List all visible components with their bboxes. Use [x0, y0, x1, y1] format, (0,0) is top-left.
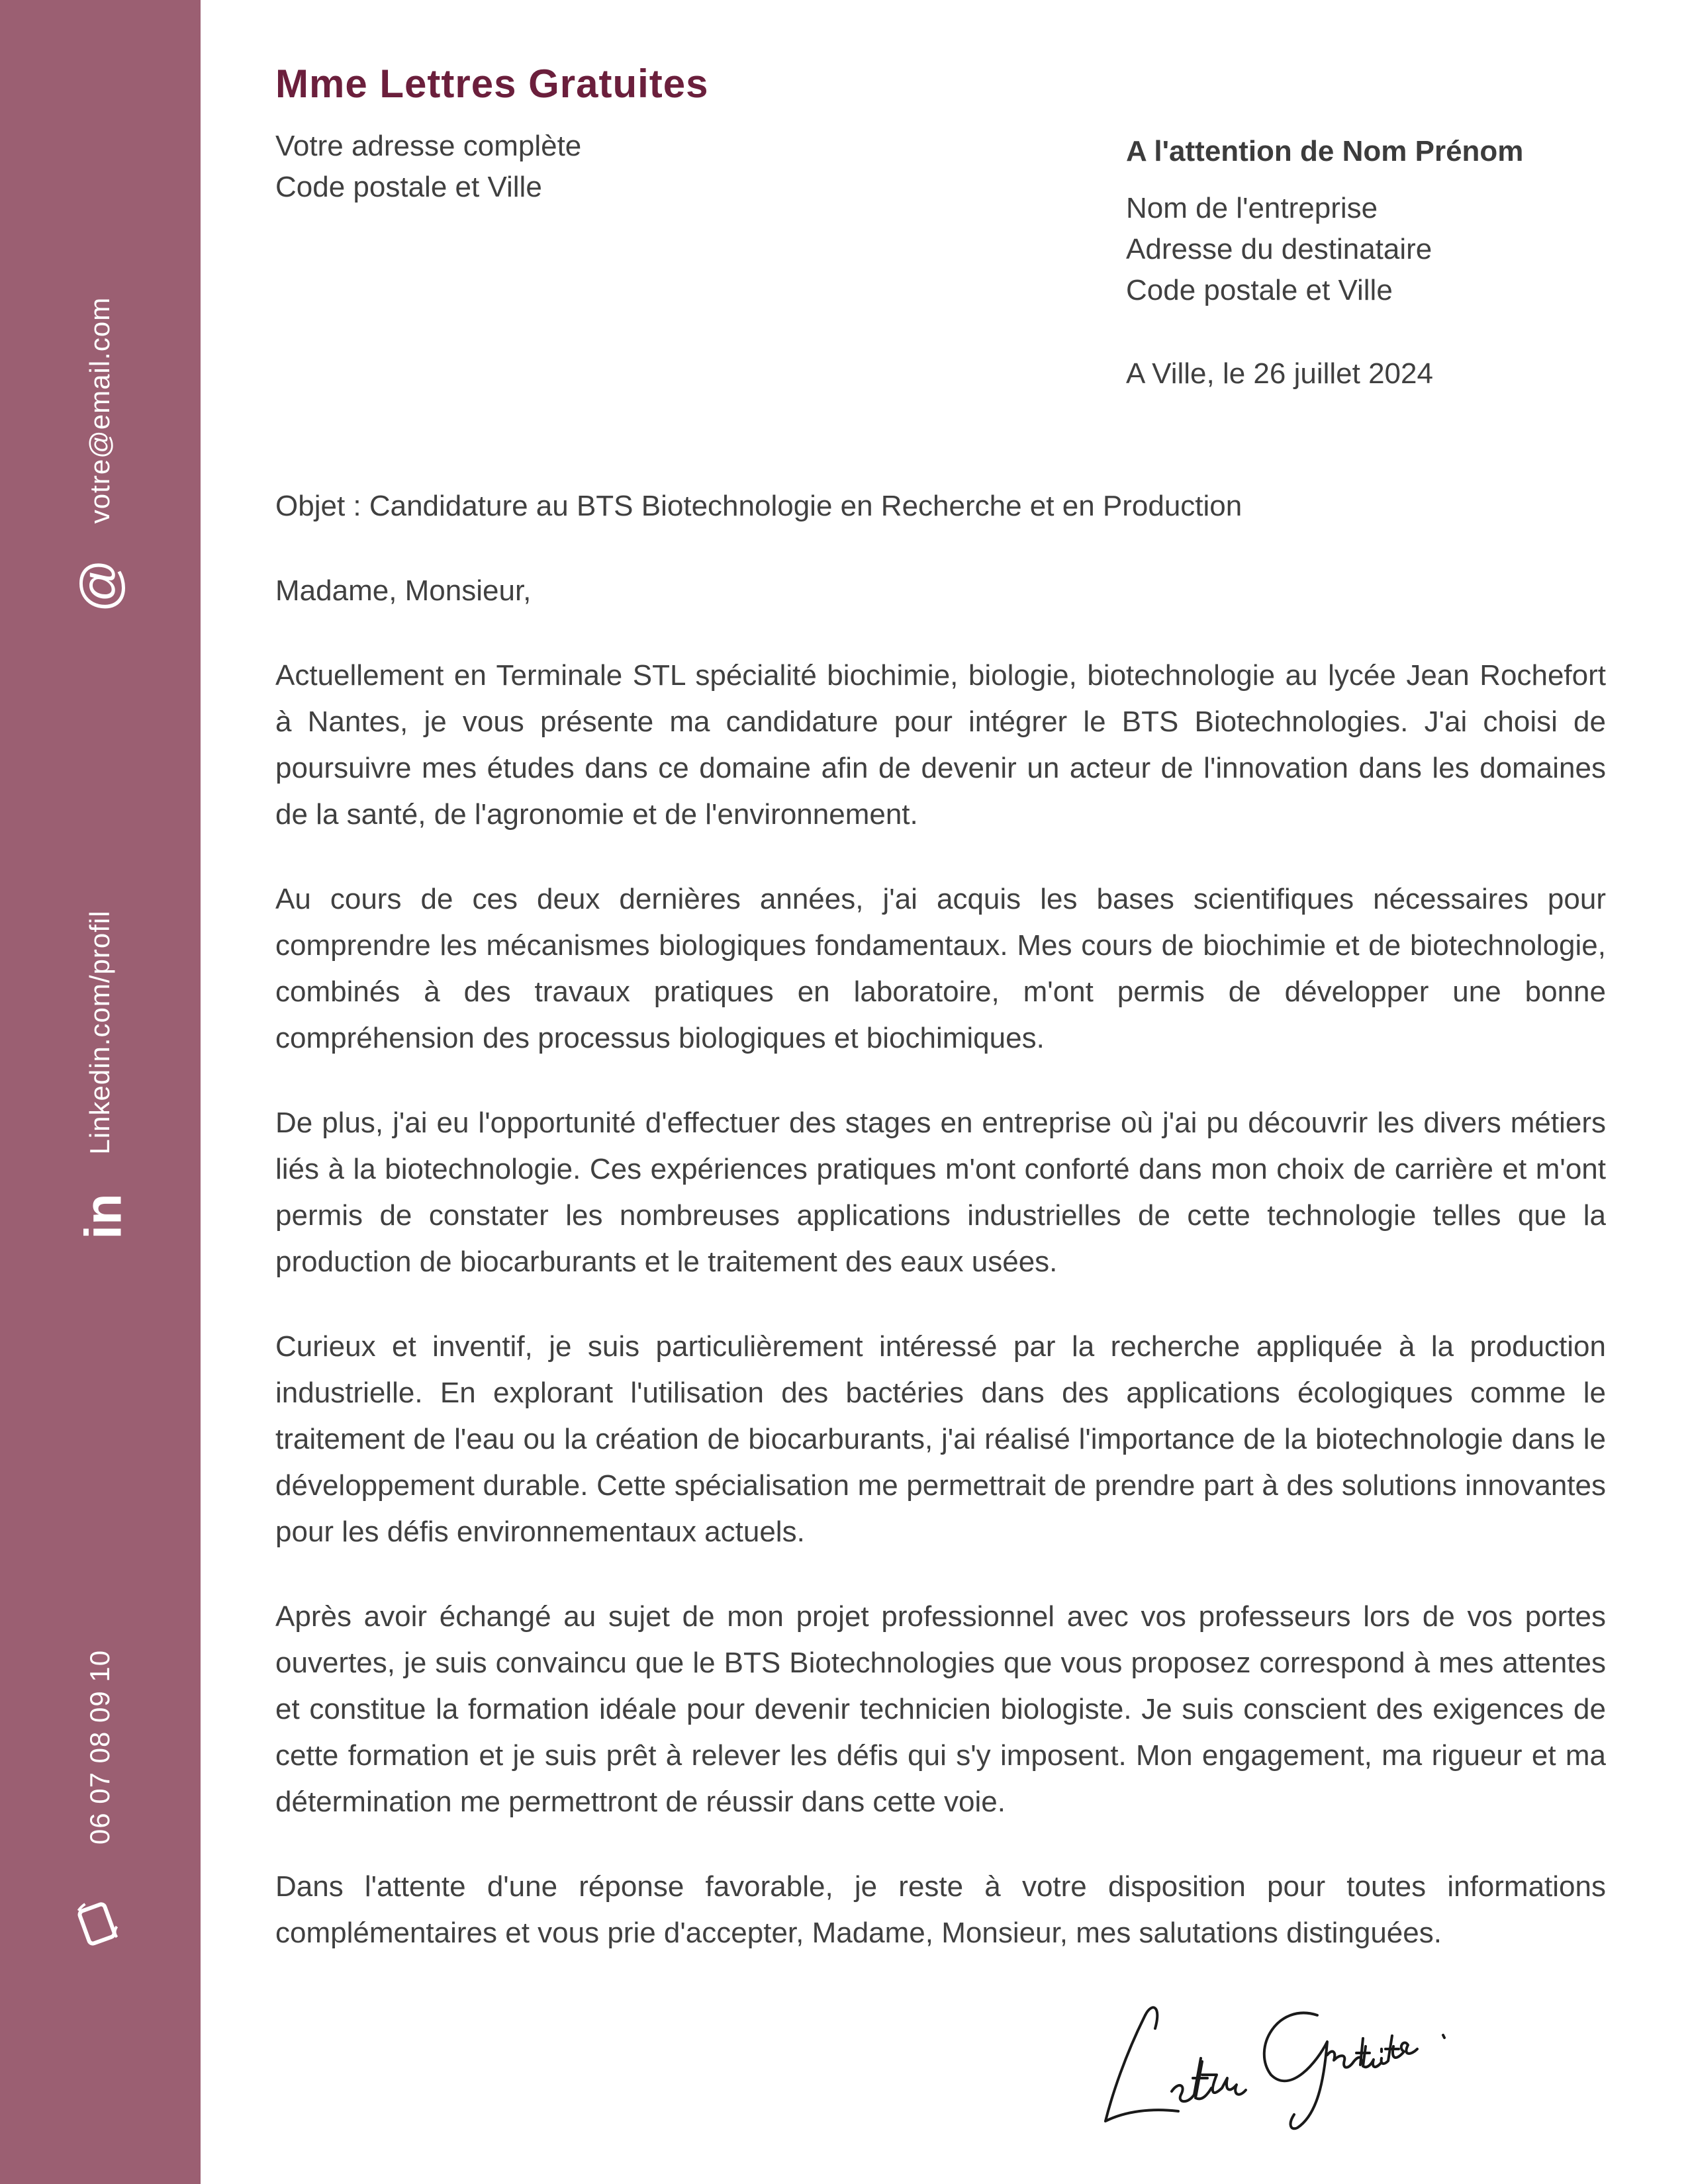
letter-object: Objet : Candidature au BTS Biotechnologie en Recherche et en Production	[275, 490, 1243, 522]
sidebar	[0, 0, 201, 2184]
recipient-city: Code postale et Ville	[1126, 274, 1393, 306]
letter-paragraph: Dans l'attente d'une réponse favorable, je reste à votre disposition pour toutes informations complémentaires et vous prie d'accepter, Madame, Monsieur, mes salutations distinguées.	[275, 1870, 1606, 1949]
recipient-company: Nom de l'entreprise	[1126, 192, 1378, 224]
sender-address-line1: Votre adresse complète	[275, 130, 582, 162]
sender-address-line2: Code postale et Ville	[275, 171, 542, 203]
letter-paragraph: Curieux et inventif, je suis particulièrement intéressé par la recherche appliquée à la production industrielle. En explorant l'utilisation des bactéries dans des applications écologiques comme le traitement de l'eau ou la création de biocarburants, j'ai réalisé l'importance de la biotechnologie dans le développement durable. Cette spécialisation me permettrait de prendre part à des solutions innovantes pour les défis environnementaux actuels.	[275, 1330, 1606, 1548]
handwritten-signature	[1099, 1976, 1489, 2134]
letter-paragraph: De plus, j'ai eu l'opportunité d'effectuer des stages en entreprise où j'ai pu découvrir les divers métiers liés à la biotechnologie. Ces expériences pratiques m'ont conforté dans mon choix de carrière et m'ont permis de constater les nombreuses applications industrielles de cette technologie telles que la production de biocarburants et le traitement des eaux usées.	[275, 1107, 1606, 1278]
letter-paragraph: Au cours de ces deux dernières années, j'ai acquis les bases scientifiques nécessaires pour comprendre les mécanismes biologiques fondamentaux. Mes cours de biochimie et de biotechnologie, combinés à des travaux pratiques en laboratoire, m'ont permis de développer une bonne compréhension des processus biologiques et biochimiques.	[275, 883, 1606, 1054]
email-text: votre@email.com	[84, 296, 115, 524]
phone-icon	[71, 1895, 130, 1950]
letter-salutation: Madame, Monsieur,	[275, 574, 532, 607]
phone-text: 06 07 08 09 10	[84, 1649, 115, 1845]
linkedin-icon: in	[73, 1193, 132, 1240]
letter-paragraph: Actuellement en Terminale STL spécialité biochimie, biologie, biotechnologie au lycée Jean Rochefort à Nantes, je vous présente ma candidature pour intégrer le BTS Biotechnologies. J'ai choisi de poursuivre mes études dans ce domaine afin de devenir un acteur de l'innovation dans les domaines de la santé, de l'agronomie et de l'environnement.	[275, 659, 1606, 831]
date-line: A Ville, le 26 juillet 2024	[1126, 357, 1433, 390]
at-icon: @	[70, 559, 129, 613]
letter-body	[275, 483, 1606, 1995]
linkedin-text: Linkedin.com/profil	[84, 910, 115, 1155]
sender-address	[275, 126, 581, 208]
recipient-attention: A l'attention de Nom Prénom	[1126, 135, 1524, 167]
recipient-block	[1126, 131, 1523, 311]
recipient-address: Adresse du destinataire	[1126, 233, 1432, 265]
sender-name: Mme Lettres Gratuites	[275, 62, 709, 106]
letter-paragraph: Après avoir échangé au sujet de mon projet professionnel avec vos professeurs lors de vos portes ouvertes, je suis convaincu que le BTS Biotechnologies que vous proposez correspond à mes attentes et constitue la formation idéale pour devenir technicien biologiste. Je suis conscient des exigences de cette formation et je suis prêt à relever les défis qui s'y imposent. Mon engagement, ma rigueur et ma détermination me permettront de réussir dans cette voie.	[275, 1600, 1606, 1818]
